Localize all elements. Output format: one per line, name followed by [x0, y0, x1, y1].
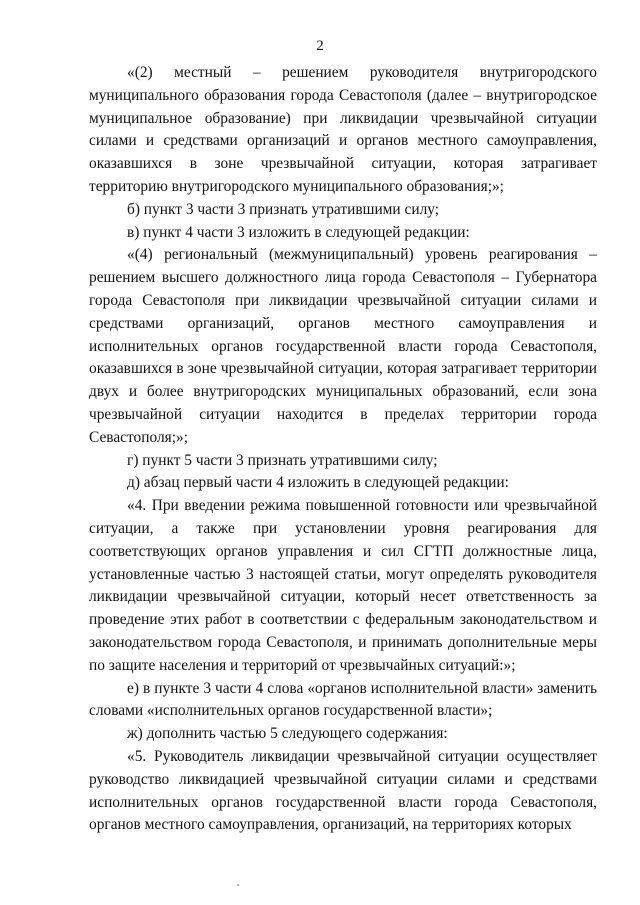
document-body — [89, 62, 597, 837]
paragraph-amendment-g: г) пункт 5 части 3 признать утратившими силу; — [127, 451, 438, 469]
scan-speck — [237, 884, 239, 886]
paragraph-amendment-d: д) абзац первый части 4 изложить в следующей редакции: — [127, 474, 509, 492]
paragraph-amendment-e: е) в пункте 3 части 4 слова «органов исполнительной власти» заменить словами «исполнительных органов государственной власти»; — [89, 679, 597, 720]
page-number: 2 — [316, 38, 324, 54]
paragraph-amendment-b: б) пункт 3 части 3 признать утратившими силу; — [127, 200, 440, 218]
paragraph-part-4-text: «4. При введении режима повышенной готовности или чрезвычайной ситуации, а также при установлении уровня реагирования для соответствующих органов управления и сил СГТП должностные лица, установленные частью 3 настоящей статьи, могут определять руководителя ликвидации чрезвычайной ситуации, который несет ответственность за проведение этих работ в соответствии с федеральным законодательством и законодательством города Севастополя, и принимать дополнительные меры по защите населения и территорий от чрезвычайных ситуаций:»; — [89, 497, 597, 674]
paragraph-part-5-text: «5. Руководитель ликвидации чрезвычайной ситуации осуществляет руководство ликвидацией чрезвычайной ситуации силами и средствами исполнительных органов государственной власти города Севастополя, органов местного самоуправления, организаций, на территориях которых — [89, 747, 597, 834]
paragraph-item-4-regional-level: «(4) региональный (межмуниципальный) уровень реагирования – решением высшего должностного лица города Севастополя – Губернатора города Севастополя при ликвидации чрезвычайной ситуации силами и средствами организаций, органов местного самоуправления и исполнительных органов государственной власти города Севастополя, оказавшихся в зоне чрезвычайной ситуации, которая затрагивает территории двух и более внутригородских муниципальных образований, если зона чрезвычайной ситуации находится в пределах территории города Севастополя;»; — [89, 246, 597, 446]
paragraph-amendment-v: в) пункт 4 части 3 изложить в следующей редакции: — [127, 223, 470, 241]
paragraph-amendment-zh: ж) дополнить частью 5 следующего содержания: — [127, 725, 448, 743]
paragraph-item-2-local-level: «(2) местный – решением руководителя внутригородского муниципального образования города Севастополя (далее – внутригородское муниципальное образование) при ликвидации чрезвычайной ситуации силами и средствами организаций и органов местного самоуправления, оказавшихся в зоне чрезвычайной ситуации, которая затрагивает территорию внутригородского муниципального образования;»; — [89, 64, 597, 195]
